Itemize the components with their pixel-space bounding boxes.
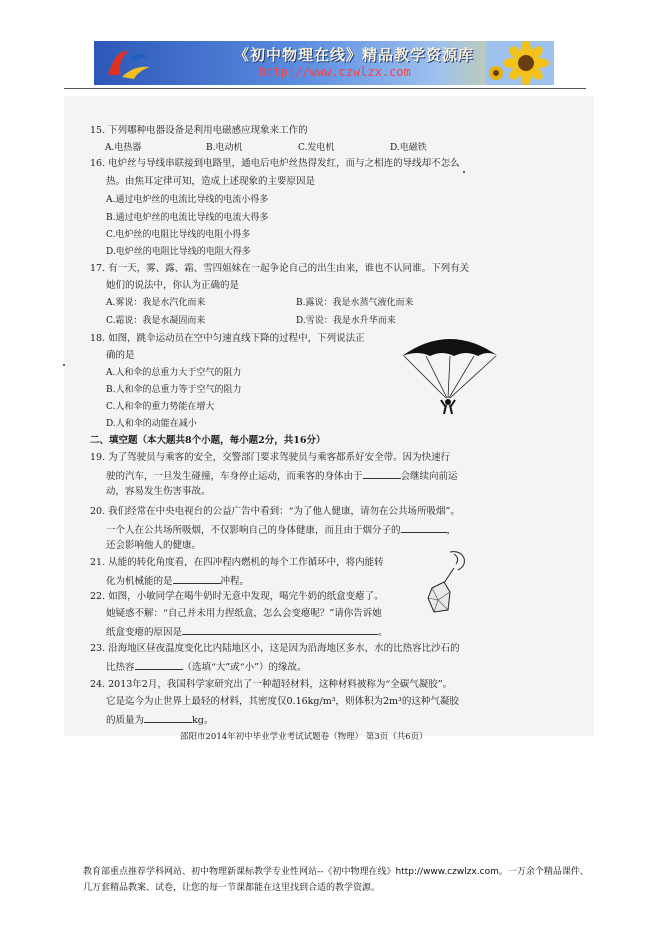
q18-option-c: C.人和伞的重力势能在增大: [106, 402, 215, 412]
exam-page-footer: 邵阳市2014年初中毕业学业考试试题卷（物理） 第3页（共6页）: [180, 732, 428, 742]
q19-line-2: 驶的汽车，一旦发生碰撞，车身停止运动，而乘客的身体由于 会继续向前运: [106, 468, 458, 484]
q16-option-b: B.通过电炉丝的电流比导线的电流大得多: [106, 213, 269, 223]
site-banner: [94, 41, 554, 85]
q22-line-2: 她疑惑不解：“自己并未用力捏纸盒，怎么会变瘪呢？”请你告诉她: [106, 608, 382, 619]
section-2-heading: 二、填空题（本大题共8个小题，每小题2分，共16分）: [90, 435, 326, 446]
q24-line-1: 24. 2013年2月，我国科学家研究出了一种超轻材料，这种材料被称为“全碳气凝胶”。: [90, 679, 453, 690]
q17-option-b: B.露说：我是水蒸气液化而来: [296, 298, 414, 308]
q18-option-b: B.人和伞的总重力等于空气的阻力: [106, 385, 242, 395]
exam-page: [64, 96, 594, 736]
q16-stem-1: 16. 电炉丝与导线串联接到电路里，通电后电炉丝热得发红，而与之相连的导线却不怎么: [90, 158, 460, 169]
q18-option-a: A.人和伞的总重力大于空气的阻力: [106, 368, 242, 378]
banner-url[interactable]: http://www.czwlzx.com: [259, 65, 411, 79]
q20-blank[interactable]: [401, 522, 447, 533]
header-rule: [64, 88, 586, 89]
q18-option-d: D.人和伞的动能在减小: [106, 419, 197, 429]
q15-option-b: B.电动机: [206, 143, 243, 153]
q23-blank[interactable]: [135, 659, 183, 670]
q24-blank[interactable]: [144, 712, 192, 723]
q18-stem-2: 确的是: [106, 350, 135, 361]
milk-carton-figure: [420, 548, 470, 616]
q24-line-3: 的质量为 kg。: [106, 712, 213, 728]
q21-line-1: 21. 从能的转化角度看，在四冲程内燃机的每个工作循环中，将内能转: [90, 557, 384, 568]
scan-mark: [63, 364, 65, 366]
q15-option-c: C.发电机: [298, 143, 335, 153]
q19-line-3: 动，容易发生伤害事故。: [106, 486, 211, 497]
site-footer-line-1: 教育部重点推荐学科网站、初中物理新课标教学专业性网站--《初中物理在线》http://www.czwlzx.com。一万余个精品课件、: [83, 867, 589, 877]
site-logo-icon: [104, 45, 154, 81]
q17-option-c: C.霜说：我是水凝固而来: [106, 316, 206, 326]
q19-line-1: 19. 为了驾驶员与乘客的安全，交警部门要求驾驶员与乘客都系好安全带。因为快速行: [90, 452, 451, 463]
q22-line-3: 纸盒变瘪的原因是 。: [106, 624, 388, 640]
q17-option-a: A.雾说：我是水汽化而来: [106, 298, 206, 308]
q21-line-2: 化为机械能的是 冲程。: [106, 573, 249, 589]
banner-title: 《初中物理在线》精品教学资源库: [234, 46, 475, 64]
scan-mark-2: [463, 171, 465, 173]
q19-blank[interactable]: [363, 468, 401, 479]
q20-line-1: 20. 我们经常在中央电视台的公益广告中看到：“为了他人健康，请勿在公共场所吸烟”。: [90, 506, 460, 517]
q16-option-a: A.通过电炉丝的电流比导线的电流小得多: [106, 195, 269, 205]
q23-line-1: 23. 沿海地区昼夜温度变化比内陆地区小，这是因为沿海地区多水，水的比热容比沙石的: [90, 643, 460, 654]
q20-line-3: 还会影响他人的健康。: [106, 540, 202, 551]
q16-stem-2: 热。由焦耳定律可知，造成上述现象的主要原因是: [106, 176, 316, 187]
q16-option-d: D.电炉丝的电阻比导线的电阻大得多: [106, 247, 251, 257]
q15-option-d: D.电磁铁: [390, 143, 427, 153]
q15-stem: 15. 下列哪种电器设备是利用电磁感应现象来工作的: [90, 125, 308, 136]
q20-line-2: 一个人在公共场所吸烟，不仅影响自己的身体健康，而且由于烟分子的 ，: [106, 522, 456, 538]
q22-line-1: 22. 如图，小敏同学在喝牛奶时无意中发现，喝完牛奶的纸盒变瘪了。: [90, 591, 384, 602]
site-footer-line-2: 几万套精品教案、试卷，让您的每一节课都能在这里找到合适的教学资源。: [83, 883, 381, 893]
q17-stem-1: 17. 有一天，雾、露、霜、雪四姐妹在一起争论自己的出生由来，谁也不认同谁。下列有关: [90, 263, 470, 274]
q23-line-2: 比热容 （选填“大”或“小”）的缘故。: [106, 659, 306, 675]
q16-option-c: C.电炉丝的电阻比导线的电阻小得多: [106, 230, 251, 240]
q22-blank[interactable]: [182, 624, 378, 635]
q18-stem-1: 18. 如图，跳伞运动员在空中匀速直线下降的过程中，下列说法正: [90, 333, 365, 344]
q15-option-a: A.电热器: [105, 143, 142, 153]
q17-option-d: D.雪说：我是水升华而来: [296, 316, 396, 326]
sunflower-icon: [486, 41, 554, 85]
q17-stem-2: 她们的说法中，你认为正确的是: [106, 280, 240, 291]
parachute-figure: [400, 326, 500, 418]
q21-blank[interactable]: [173, 573, 221, 584]
q24-line-2: 它是迄今为止世界上最轻的材料，其密度仅0.16kg/m³，则体积为2m³的这种气凝胶: [106, 696, 459, 707]
